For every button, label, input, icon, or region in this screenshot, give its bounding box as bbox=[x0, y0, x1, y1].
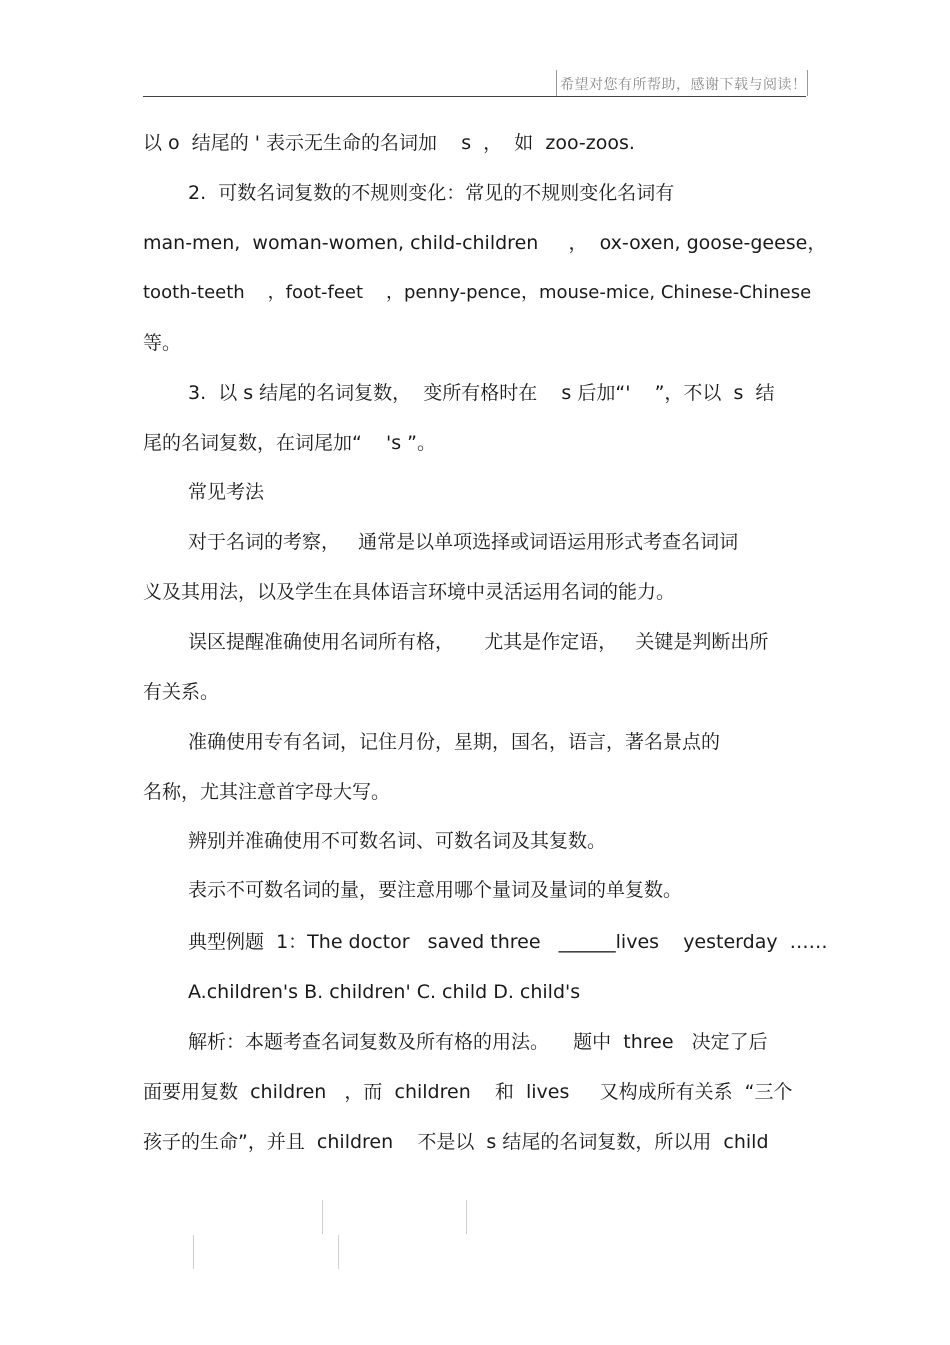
body-line-19: 解析：本题考查名词复数及所有格的用法。 题中 three 决定了后 bbox=[188, 1031, 768, 1053]
body-line-4: tooth-teeth ，foot-feet ，penny-pence，mouse-mice, Chinese-Chinese bbox=[143, 282, 812, 303]
body-line-11: 误区提醒准确使用名词所有格， 尤其是作定语， 关键是判断出所 bbox=[188, 631, 769, 653]
body-line-3: man-men, woman-women, child-children ， ox-oxen, goose-geese， bbox=[143, 232, 827, 254]
body-line-20: 面要用复数 children ，而 children 和 lives 又构成所有关系 “三个 bbox=[143, 1081, 793, 1103]
body-line-6: 3. 以 s 结尾的名词复数， 变所有格时在 s 后加“' ”，不以 s 结 bbox=[188, 382, 775, 404]
header-banner: 希望对您有所帮助，感谢下载与阅读！ bbox=[560, 77, 807, 93]
body-line-5: 等。 bbox=[143, 332, 182, 354]
body-line-1: 以 o 结尾的 ' 表示无生命的名词加 s ， 如 zoo-zoos. bbox=[143, 132, 635, 154]
body-line-14: 名称，尤其注意首字母大写。 bbox=[143, 781, 391, 803]
body-line-21: 孩子的生命”，并且 children 不是以 s 结尾的名词复数，所以用 child bbox=[143, 1131, 769, 1153]
body-line-12: 有关系。 bbox=[143, 681, 220, 703]
body-line-2: 2. 可数名词复数的不规则变化：常见的不规则变化名词有 bbox=[188, 182, 675, 204]
body-line-7: 尾的名词复数，在词尾加“ 's ”。 bbox=[143, 432, 437, 454]
body-line-10: 义及其用法，以及学生在具体语言环境中灵活运用名词的能力。 bbox=[143, 581, 676, 603]
body-line-16: 表示不可数名词的量，要注意用哪个量词及量词的单复数。 bbox=[188, 879, 683, 901]
example-options: A.children's B. children' C. child D. child's bbox=[188, 981, 581, 1003]
header-rule bbox=[143, 96, 806, 97]
section-heading: 常见考法 bbox=[188, 481, 265, 503]
body-line-9: 对于名词的考察， 通常是以单项选择或词语运用形式考查名词词 bbox=[188, 531, 739, 553]
table-border-line bbox=[466, 1200, 467, 1234]
body-line-15: 辨别并准确使用不可数名词、可数名词及其复数。 bbox=[188, 830, 607, 852]
table-border-line bbox=[338, 1235, 339, 1269]
table-border-line bbox=[193, 1235, 194, 1269]
body-line-13: 准确使用专有名词，记住月份，星期，国名，语言，著名景点的 bbox=[188, 731, 721, 753]
table-border-line bbox=[322, 1200, 323, 1234]
example-question: 典型例题 1：The doctor saved three ______lives yesterday …… bbox=[188, 931, 828, 953]
